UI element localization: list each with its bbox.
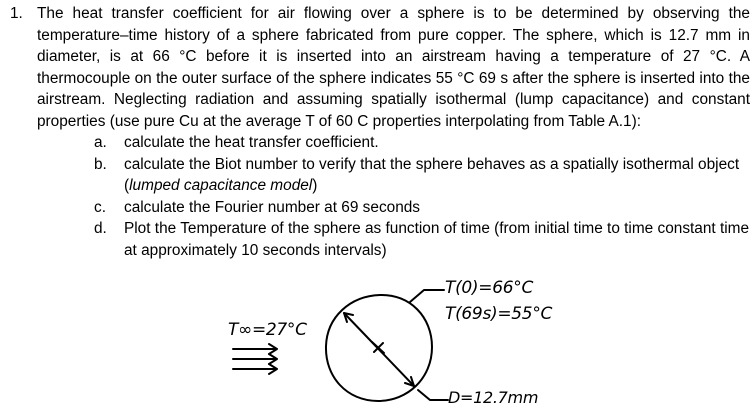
- initial-temp-label: T(0)=66°C: [445, 278, 534, 298]
- sphere-sketch: [0, 270, 753, 419]
- part-b-emphasis: lumped capacitance model: [129, 177, 313, 194]
- part-d: [94, 218, 750, 261]
- part-letter: b.: [94, 155, 107, 173]
- diameter-arrow-icon: [344, 313, 414, 386]
- sketch-drawing: [0, 270, 753, 419]
- part-c: [94, 197, 750, 219]
- initial-temp-leader: [410, 290, 444, 302]
- part-letter: d.: [94, 220, 107, 237]
- part-text: calculate the heat transfer coefficient.: [124, 134, 379, 151]
- part-text: calculate the Fourier number at 69 seconds: [124, 198, 421, 216]
- diameter-label: D=12.7mm: [448, 388, 539, 407]
- part-b: [94, 154, 750, 197]
- problem-text: The heat transfer coefficient for air flowing over a sphere is to be determined by observing the temperature–time history of a sphere fabricated from pure copper. The sphere, which is 12.7 mm in diameter, is at 66 °C before it is inserted into an airstream having a temperature of 27 °C. A thermocouple on the outer surface of the sphere indicates 55 °C 69 s after the sphere is inserted into the airstream. Neglecting radiation and assuming spatially isothermal (lump capacitance) and constant properties (use pure Cu at the average T of 60 C properties interpolating from Table A.1):: [37, 5, 750, 130]
- part-a: [94, 132, 750, 154]
- diameter-leader: [418, 390, 448, 400]
- part-text: [124, 154, 750, 197]
- problem-statement: [10, 3, 750, 261]
- part-b-text-after: ): [312, 177, 318, 194]
- final-temp-label: T(69s)=55°C: [445, 304, 553, 324]
- air-temp-label: T∞=27°C: [228, 320, 307, 340]
- part-letter: a.: [94, 134, 107, 151]
- part-letter: c.: [94, 198, 106, 216]
- problem-number: 1.: [10, 5, 23, 22]
- part-b-text: calculate the Biot number to verify that the sphere behaves as a spatially isothermal object (: [124, 155, 740, 194]
- part-text: Plot the Temperature of the sphere as function of time (from initial time to time constant time at approximately 10 seconds intervals): [124, 220, 750, 259]
- problem-parts: [10, 132, 750, 261]
- airflow-arrows-icon: [233, 344, 277, 374]
